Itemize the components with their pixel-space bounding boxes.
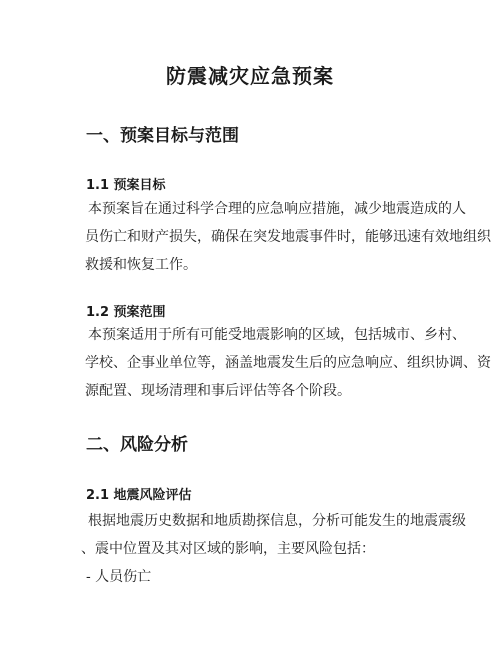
paragraph-line: 学校、企事业单位等，涵盖地震发生后的应急响应、组织协调、资 [85,355,491,371]
paragraph-line: 根据地震历史数据和地质勘探信息，分析可能发生的地震震级 [88,513,466,529]
paragraph-line: 、震中位置及其对区域的影响，主要风险包括： [81,541,375,557]
paragraph-1-1 [85,195,491,279]
paragraph-line: 源配置、现场清理和事后评估等各个阶段。 [85,383,351,399]
list-item: - 人员伤亡 [86,569,152,585]
subsection-heading-2-1: 2.1 地震风险评估 [86,488,192,503]
paragraph-line: 本预案适用于所有可能受地震影响的区域，包括城市、乡村、 [88,327,466,343]
document-title: 防震减灾应急预案 [166,64,334,88]
subsection-heading-1-1: 1.1 预案目标 [86,178,166,193]
section-heading-1: 一、预案目标与范围 [86,126,239,146]
paragraph-line: 本预案旨在通过科学合理的应急响应措施，减少地震造成的人 [88,201,466,217]
paragraph-line: 救援和恢复工作。 [85,257,197,273]
paragraph-line: 员伤亡和财产损失，确保在突发地震事件时，能够迅速有效地组织 [85,229,491,245]
paragraph-2-1 [81,507,466,563]
subsection-heading-1-2: 1.2 预案范围 [86,305,166,320]
paragraph-1-2 [85,321,491,405]
section-heading-2: 二、风险分析 [86,435,188,455]
